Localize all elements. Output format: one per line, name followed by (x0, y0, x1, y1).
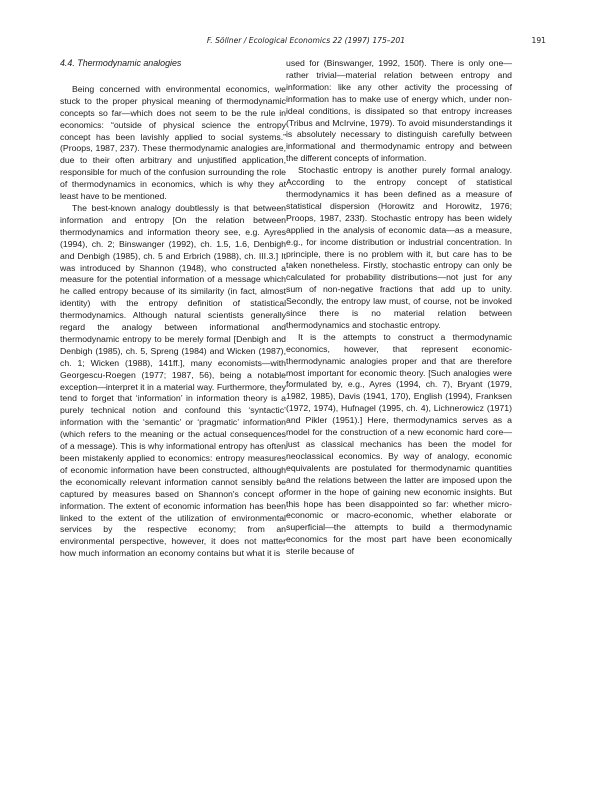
running-title: F. Söllner / Ecological Economics 22 (1997) 175–201 (206, 36, 406, 45)
paragraph: used for (Binswanger, 1992, 150f). There is only one—rather trivial—material relation between entropy and information: like any other activity the processing of information has to make use of energy which, under non-ideal conditions, is dissipated so that entropy increases (Tribus and McIrvine, 1979). To avoid misunderstandings it is absolutely necessary to distinguish carefully between informational and thermodynamic entropy and between the different concepts of information. (286, 58, 512, 164)
paragraph: Being concerned with environmental economics, we stuck to the proper physical meaning of thermodynamic concepts so far—which does not seem to be the rule in economics: “outside of physical science the entropy concept has been lavishly applied to social systems.” (Proops, 1987, 237). These thermodynamic analogies are, due to their often arbitrary and unjustified application, responsible for much of the confusion surrounding the role of thermodynamics in economics, which is why they at least have to be mentioned. (60, 83, 286, 202)
right-column (286, 58, 512, 558)
section-heading: 4.4. Thermodynamic analogies (60, 58, 182, 68)
paragraph: Stochastic entropy is another purely formal analogy. According to the entropy concept of statistical thermodynamics it has been defined as a measure of statistical dispersion (Horowitz and Horowitz, 1976; Proops, 1987, 233f). Stochastic entropy has been widely applied in the analysis of economic data—as a measure, e.g., for income distribution or industrial concentration. In principle, there is no problem with it, but care has to be taken nonetheless. Firstly, stochastic entropy can only be calculated for probability distributions—not just for any sum of non-negative fractions that add up to unity. Secondly, the entropy law must, of course, not be invoked since there is no material relation between thermodynamics and stochastic entropy. (286, 165, 512, 330)
paragraph: The best-known analogy doubtlessly is that between information and entropy [On the relation between thermodynamics and information theory see, e.g. Ayres (1994), ch. 2; Binswanger (1992), ch. 1.5, 1.6, Denbigh and Denbigh (1985), ch. 5 and Erbrich (1988), ch. III.3.] It was introduced by Shannon (1948), who constructed a measure for the potential information of a message which he called entropy because of its similarity (in fact, almost identity) with the entropy definition of statistical thermodynamics. Although natural scientists generally regard the analogy between informational and thermodynamic entropy to be merely formal [Denbigh and Denbigh (1985), ch. 5, Spreng (1984) and Wicken (1987), ch. 1; Wicken (1988), 141ff.], many economists—with Georgescu-Roegen (1977; 1987, 56), being a notable exception—interpret it in a material way. Furthermore, they tend to forget that ‘information’ in information theory is a purely technical notion and confound this ‘syntactic’ information with the ‘semantic’ or ‘pragmatic’ information (which refers to the meaning or the actual consequences of a message). This is why informational entropy has often been mistakenly applied to economics: entropy measures of economic information have been constructed, although the economically relevant information cannot sensibly be captured by measures based on Shannon's concept of information. The extent of economic information has been linked to the extent of the utilization of environmental services by the respective economy; from an environmental perspective, however, it does not matter how much information an economy contains but what it is (60, 202, 286, 559)
paragraph: It is the attempts to construct a thermodynamic economics, however, that represent economic-thermodynamic analogies proper and that are therefore most important for economic theory. [Such analogies were formulated by, e.g., Ayres (1994, ch. 7), Bryant (1979, 1982, 1985), Davis (1941, 170), English (1994), Franksen (1972, 1974), Hufnagel (1995, ch. 4), Lichnerowicz (1971) and Pikler (1951).] Here, thermodynamics serves as a model for the construction of a new economic hard core—just as classical mechanics has been the model for neoclassical economics. By way of analogy, economic equivalents are postulated for thermodynamic quantities and the relations between the latter are imposed upon the former in the hope of gaining new economic insights. But this hope has been disappointed so far: whether micro-economic or macro-economic, whether elaborate or superficial—the attempts to build a thermodynamic economics for the most part have been economically sterile because of (286, 331, 512, 557)
page-number: 191 (531, 36, 546, 45)
left-column (60, 58, 286, 560)
